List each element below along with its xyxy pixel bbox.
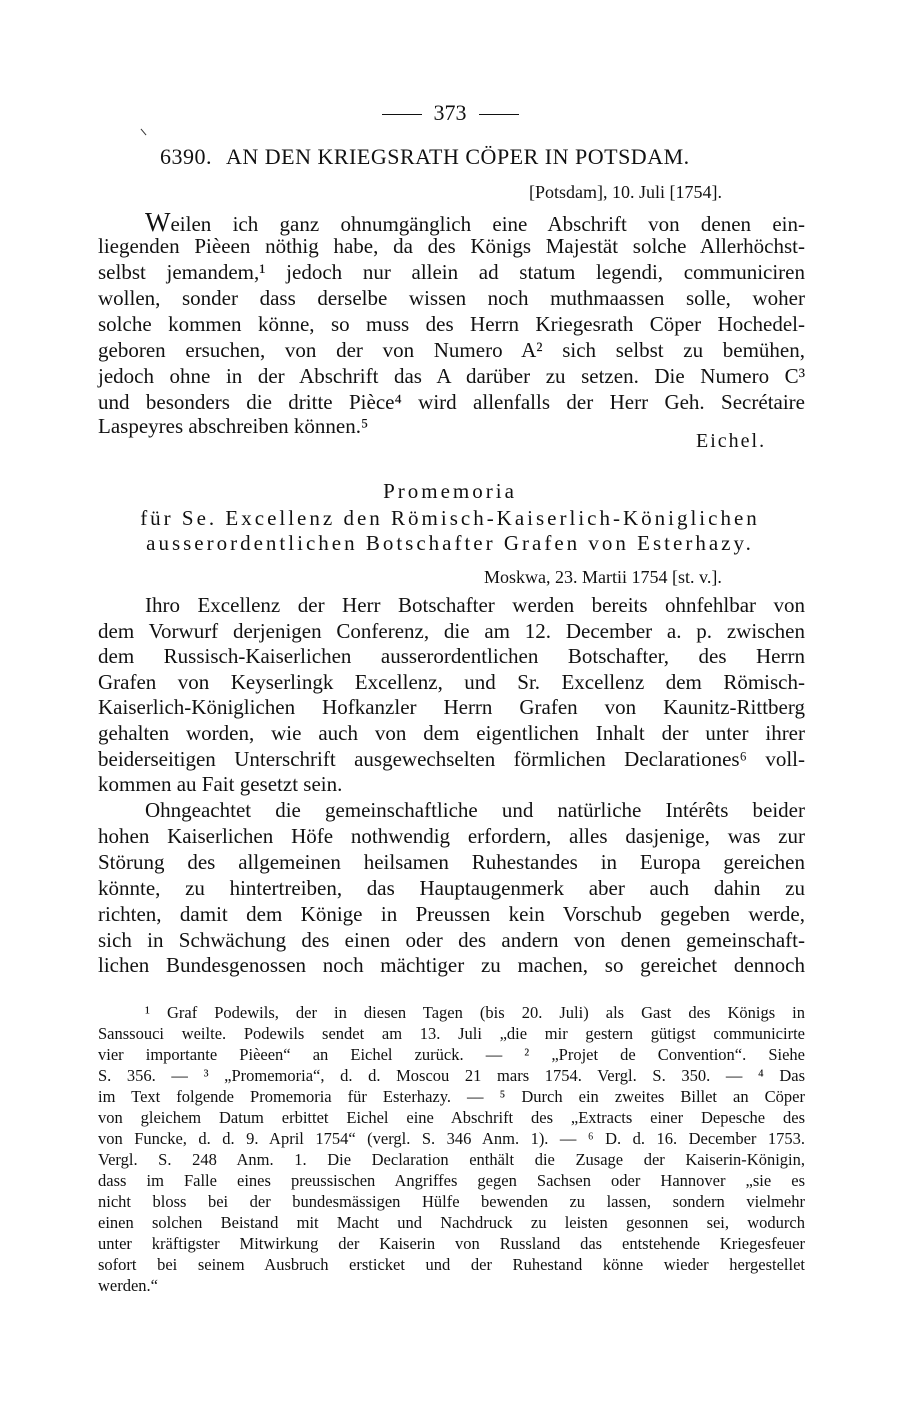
letter-number: 6390. xyxy=(160,144,212,169)
margin-mark xyxy=(141,129,147,136)
signature: Eichel. xyxy=(696,430,767,452)
para2-line-4: könnte, zu hintertreiben, das Hauptaugenmerk aber auch dahin zu xyxy=(98,876,805,900)
footnote-line-13: sofort bei seinem Ausbruch ersticket und der Ruhestand könne wieder hergestellet xyxy=(98,1255,805,1274)
letter-line-5: solche kommen könne, so muss des Herrn Kriegesrath Cöper Hochedel- xyxy=(98,312,805,336)
para1-line-2: dem Vorwurf derjenigen Conferenz, die am 12. December a. p. zwischen xyxy=(98,619,805,643)
footnote-line-10: nicht bloss bei der bundesmässigen Hülfe bewenden zu lassen, sondern vielmehr xyxy=(98,1192,805,1211)
para1-line-3: dem Russisch-Kaiserlichen ausserordentlichen Botschafter, des Herrn xyxy=(98,644,805,668)
promemoria-dateline: Moskwa, 23. Martii 1754 [st. v.]. xyxy=(484,567,722,587)
para2-line-3: Störung des allgemeinen heilsamen Ruhestandes in Europa gereichen xyxy=(98,850,805,874)
letter-line-7: jedoch ohne in der Abschrift das A darüber zu setzen. Die Numero C³ xyxy=(98,364,805,388)
footnote-line-2: Sanssouci weilte. Podewils sendet am 13. Juli „die mir gestern gütigst communicirte xyxy=(98,1024,805,1043)
footnote-line-1: ¹ Graf Podewils, der in diesen Tagen (bis 20. Juli) als Gast des Königs in xyxy=(145,1003,805,1022)
letter-line-1-text: eilen ich ganz ohnumgänglich eine Abschrift von denen ein- xyxy=(170,212,805,236)
promemoria-subtitle-2: ausserordentlichen Botschafter Grafen von Esterhazy. xyxy=(146,531,754,555)
letter-line-9: Laspeyres abschreiben können.⁵ xyxy=(98,414,369,438)
para1-line-4: Grafen von Keyserlingk Excellenz, und Sr. Excellenz dem Römisch- xyxy=(98,670,805,694)
para2-line-5: richten, damit dem Könige in Preussen kein Vorschub gegeben werde, xyxy=(98,902,805,926)
letter-line-6: geboren ersuchen, von der von Numero A² sich selbst zu bemühen, xyxy=(98,338,805,362)
footnote-line-9: dass im Falle eines preussischen Angriffes gegen Sachsen oder Hannover „sie es xyxy=(98,1171,805,1190)
footnote-line-5: im Text folgende Promemoria für Esterhazy. — ⁵ Durch ein zweites Billet an Cöper xyxy=(98,1087,805,1106)
para1-line-5: Kaiserlich-Königlichen Hofkanzler Herrn Grafen von Kaunitz-Rittberg xyxy=(98,695,805,719)
dash-left xyxy=(382,114,422,115)
para2-line-1: Ohngeachtet die gemeinschaftliche und natürliche Intérêts beider xyxy=(145,798,805,822)
para2-line-2: hohen Kaiserlichen Höfe nothwendig erfordern, alles dasjenige, was zur xyxy=(98,824,805,848)
para1-line-6: gehalten worden, wie auch von dem eigentlichen Inhalt der unter ihrer xyxy=(98,721,805,745)
page-number xyxy=(0,100,900,126)
footnote-line-6: von gleichem Datum erbittet Eichel eine Abschrift des „Extracts einer Depesche des xyxy=(98,1108,805,1127)
footnote-line-12: unter kräftigster Mitwirkung der Kaiserin von Russland das entstehende Kriegesfeuer xyxy=(98,1234,805,1253)
para2-line-7: lichen Bundesgenossen noch mächtiger zu machen, so gereichet dennoch xyxy=(98,953,805,977)
para2-line-6: sich in Schwächung des einen oder des andern von denen gemeinschaft- xyxy=(98,928,805,952)
letter-line-2: liegenden Pièeen nöthig habe, da des Königs Majestät solche Allerhöchst- xyxy=(98,234,805,258)
promemoria-title: Promemoria xyxy=(383,479,517,503)
letter-line-4: wollen, sonder dass derselbe wissen noch muthmaassen solle, woher xyxy=(98,286,805,310)
promemoria-subtitle-1: für Se. Excellenz den Römisch-Kaiserlich-Königlichen xyxy=(140,506,760,530)
footnote-line-3: vier importante Pièeen“ an Eichel zurück. — ² „Projet de Convention“. Siehe xyxy=(98,1045,805,1064)
letter-line-8: und besonders die dritte Pièce⁴ wird allenfalls der Herr Geh. Secrétaire xyxy=(98,390,805,414)
page-number-text: 373 xyxy=(433,100,467,125)
letter-title: AN DEN KRIEGSRATH CÖPER IN POTSDAM. xyxy=(226,144,690,169)
footnote-line-11: einen solchen Beistand mit Macht und Nachdruck zu leisten gesonnen sei, wodurch xyxy=(98,1213,805,1232)
footnote-line-4: S. 356. — ³ „Promemoria“, d. d. Moscou 21 mars 1754. Vergl. S. 350. — ⁴ Das xyxy=(98,1066,805,1085)
footnote-line-8: Vergl. S. 248 Anm. 1. Die Declaration enthält die Zusage der Kaiserin-Königin, xyxy=(98,1150,805,1169)
letter-dateline: [Potsdam], 10. Juli [1754]. xyxy=(529,182,722,202)
footnote-line-7: von Funcke, d. d. 9. April 1754“ (vergl. S. 346 Anm. 1). — ⁶ D. d. 16. December 1753. xyxy=(98,1129,805,1148)
dash-right xyxy=(479,114,519,115)
para1-line-7: beiderseitigen Unterschrift ausgewechselten förmlichen Declarationes⁶ voll- xyxy=(98,747,805,771)
initial-letter: W xyxy=(145,207,171,237)
letter-line-3: selbst jemandem,¹ jedoch nur allein ad statum legendi, communiciren xyxy=(98,260,805,284)
letter-heading xyxy=(160,144,690,170)
para1-line-1: Ihro Excellenz der Herr Botschafter werden bereits ohnfehlbar von xyxy=(145,593,805,617)
para1-line-8: kommen au Fait gesetzt sein. xyxy=(98,772,343,796)
footnote-line-14: werden.“ xyxy=(98,1276,159,1295)
